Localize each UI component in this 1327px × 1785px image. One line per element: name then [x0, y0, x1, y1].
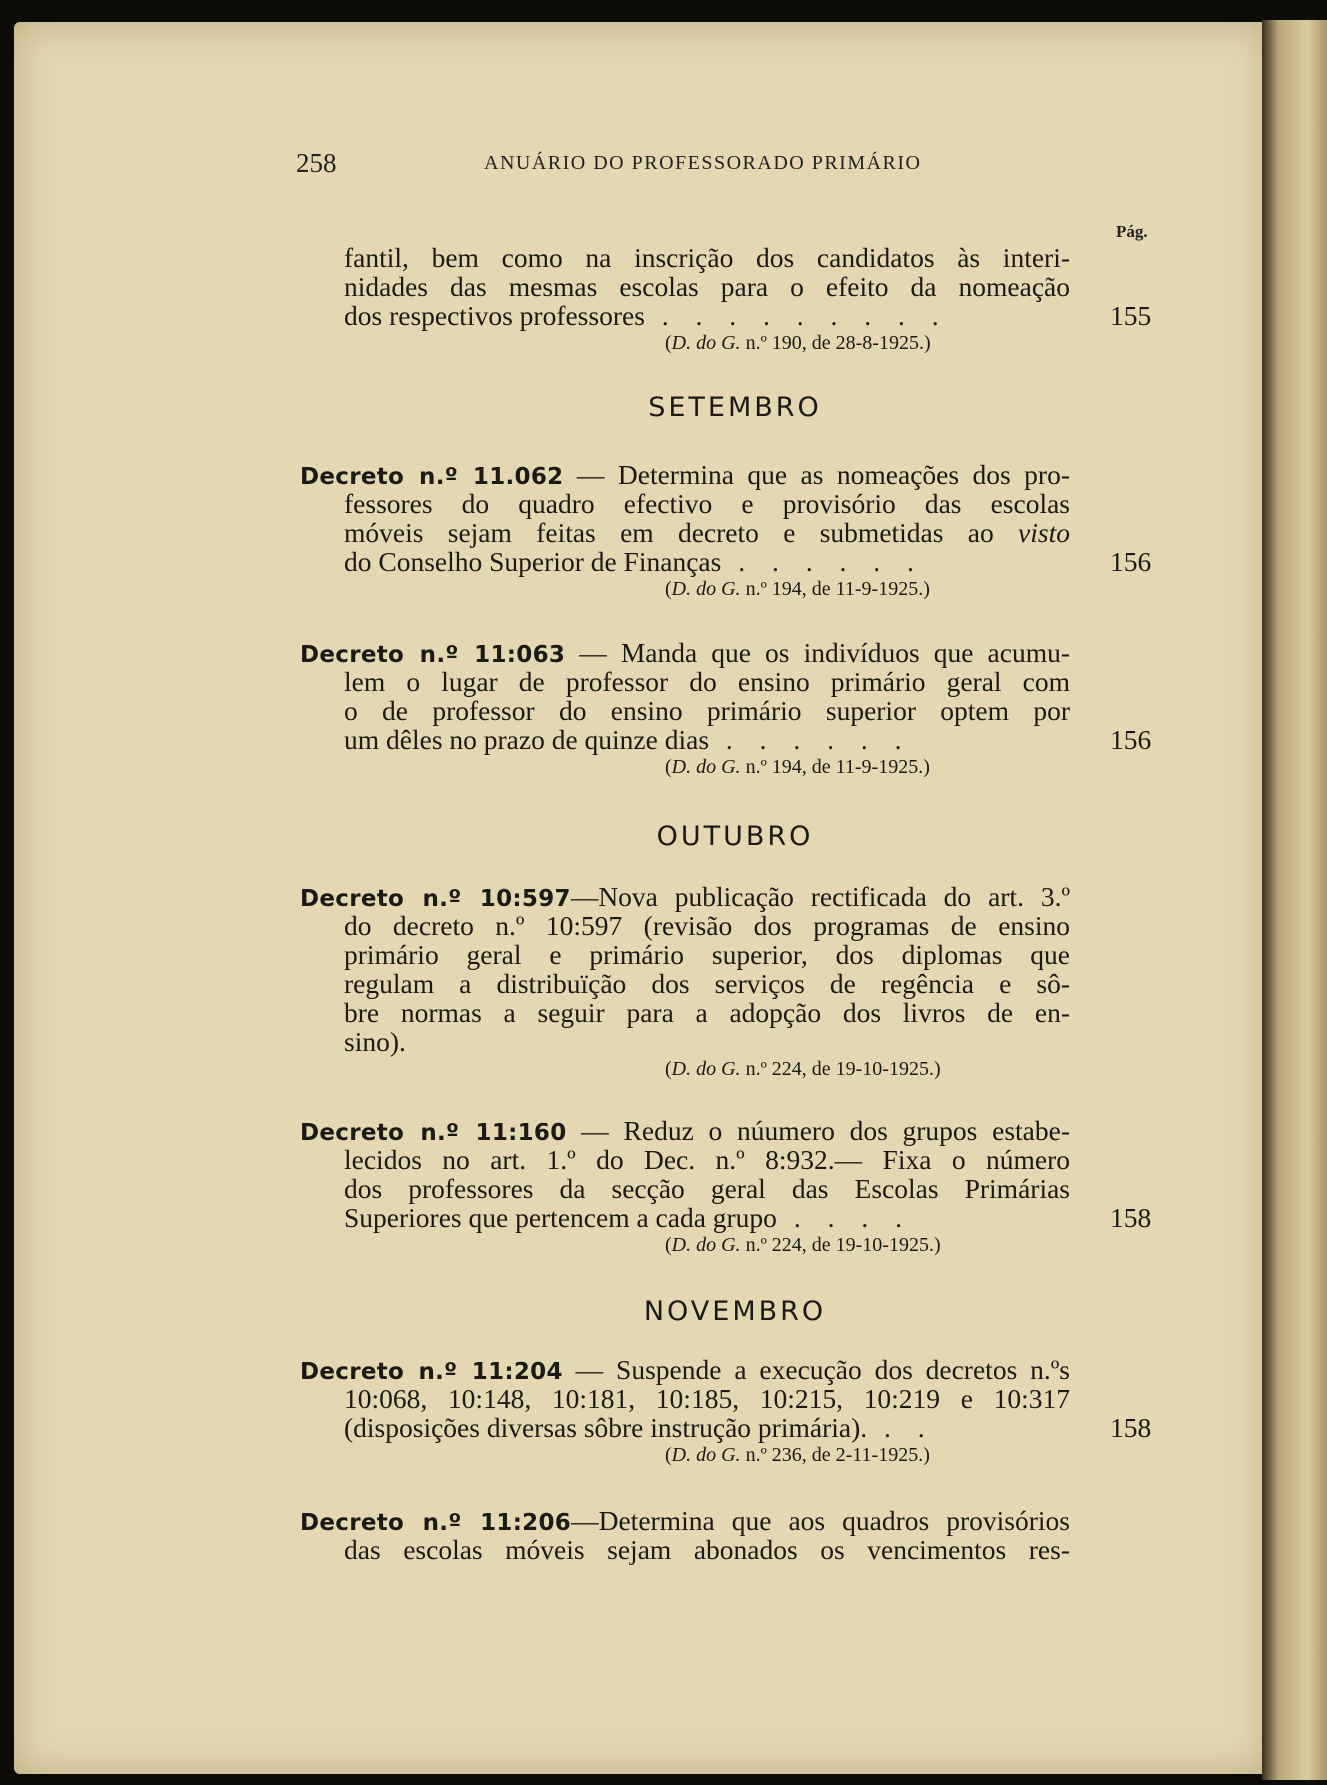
page-fold [1262, 20, 1327, 1780]
page-number: 258 [296, 148, 337, 178]
page-ref: 156 [1110, 546, 1152, 577]
text-line: fantil, bem como na inscrição dos candidatos às interi- [344, 242, 1070, 273]
text-line: Superiores que pertencem a cada grupo . . . . 158 [344, 1202, 1152, 1233]
decree-entry [300, 1506, 1080, 1564]
text-line: das escolas móveis sejam abonados os vencimentos res- [344, 1534, 1070, 1565]
running-head: ANUÁRIO DO PROFESSORADO PRIMÁRIO [484, 152, 922, 174]
page-ref: 158 [1110, 1202, 1152, 1233]
decree-number: Decreto n.º 11.062 [300, 464, 564, 490]
source-citation: (D. do G. n.º 194, de 11-9-1925.) [665, 578, 930, 600]
text-line: móveis sejam feitas em decreto e submetidas ao visto [344, 517, 1070, 548]
text-line: do decreto n.º 10:597 (revisão dos programas de ensino [344, 910, 1070, 941]
decree-entry [300, 1354, 1152, 1468]
text-line: bre normas a seguir para a adopção dos livros de en- [344, 997, 1070, 1028]
text-line: 10:068, 10:148, 10:181, 10:185, 10:215, 10:219 e 10:317 [344, 1383, 1070, 1414]
page-header [296, 148, 1096, 178]
decree-number: Decreto n.º 10:597 [300, 886, 571, 912]
decree-entry [300, 637, 1152, 780]
text-line: regulam a distribuïção dos serviços de regência e sô- [344, 968, 1070, 999]
text-line: lecidos no art. 1.º do Dec. n.º 8:932.— Fixa o número [344, 1144, 1070, 1175]
source-citation: (D. do G. n.º 224, de 19-10-1925.) [665, 1058, 941, 1080]
text-line: nidades das mesmas escolas para o efeito da nomeação [344, 271, 1070, 302]
text-line: o de professor do ensino primário superior optem por [344, 695, 1070, 726]
pag-column-label: Pág. [1116, 222, 1148, 241]
source-citation: (D. do G. n.º 236, de 2-11-1925.) [665, 1444, 930, 1466]
decree-number: Decreto n.º 11:204 [300, 1359, 563, 1385]
decree-number: Decreto n.º 11:063 [300, 642, 566, 668]
page-ref: 158 [1110, 1412, 1152, 1443]
decree-number: Decreto n.º 11:206 [300, 1510, 572, 1536]
source-citation: (D. do G. n.º 194, de 11-9-1925.) [665, 756, 930, 778]
text-line: primário geral e primário superior, dos diplomas que [344, 939, 1070, 970]
page-ref: 155 [1110, 300, 1152, 331]
text-line: Decreto n.º 11:160 — Reduz o núumero dos grupos estabe- [300, 1115, 1071, 1146]
text-line: um dêles no prazo de quinze dias . . . . . . 156 [344, 724, 1152, 755]
text-line: Decreto n.º 10:597—Nova publicação rectificada do art. 3.º [300, 881, 1070, 912]
decree-entry [300, 1115, 1152, 1258]
decree-entry [300, 459, 1152, 602]
text-line: lem o lugar de professor do ensino primário geral com [344, 666, 1070, 697]
text-line: Decreto n.º 11:206—Determina que aos quadros provisórios [300, 1505, 1070, 1536]
text-line: Decreto n.º 11:204 — Suspende a execução dos decretos n.ºs [300, 1354, 1070, 1385]
decree-entry [300, 882, 1080, 1082]
entry-continued [300, 242, 1152, 356]
text-line: sino). [344, 1026, 406, 1057]
text-line: dos respectivos professores . . . . . . . . . 155 [344, 300, 1152, 331]
text-line: dos professores da secção geral das Escolas Primárias [344, 1173, 1070, 1204]
month-heading-novembro: NOVEMBRO [643, 1296, 827, 1327]
source-citation: (D. do G. n.º 224, de 19-10-1925.) [665, 1234, 941, 1256]
decree-number: Decreto n.º 11:160 [300, 1120, 567, 1146]
text-line: fessores do quadro efectivo e provisório das escolas [344, 488, 1070, 519]
source-citation: (D. do G. n.º 190, de 28-8-1925.) [665, 332, 931, 354]
text-line: (disposições diversas sôbre instrução primária). . . 158 [344, 1412, 1152, 1443]
month-heading-outubro: OUTUBRO [656, 821, 814, 852]
page-ref: 156 [1110, 724, 1152, 755]
text-line: Decreto n.º 11:063 — Manda que os indivíduos que acumu- [300, 637, 1070, 668]
month-heading-setembro: SETEMBRO [648, 392, 822, 423]
text-line: do Conselho Superior de Finanças . . . . . . 156 [344, 546, 1152, 577]
text-line: Decreto n.º 11.062 — Determina que as nomeações dos pro- [300, 459, 1070, 490]
